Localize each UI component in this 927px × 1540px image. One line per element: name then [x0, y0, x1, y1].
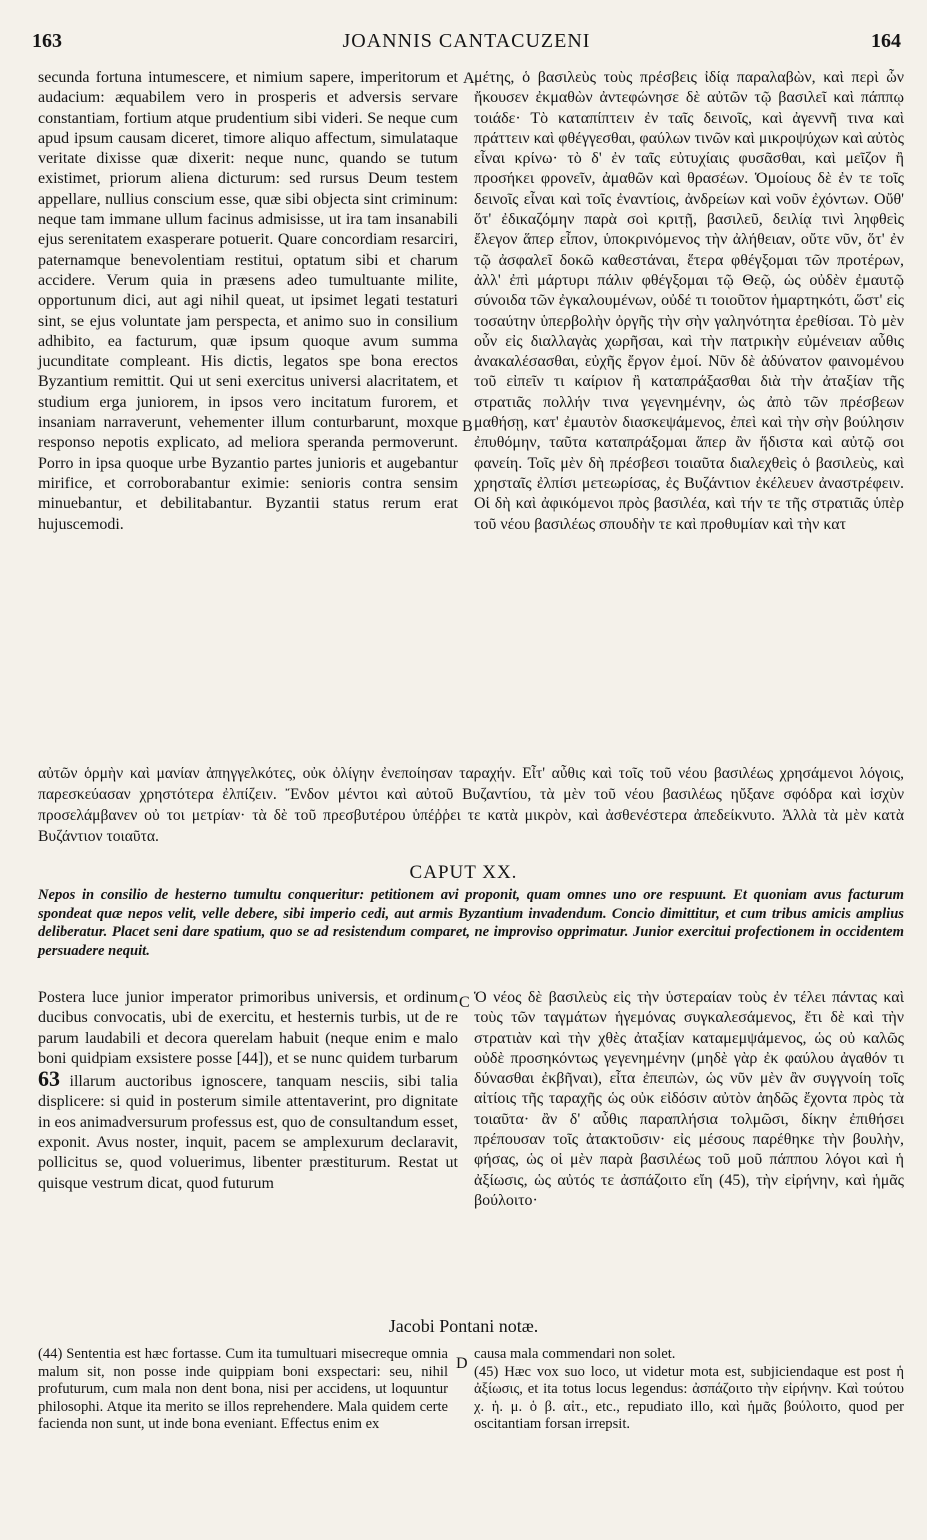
margin-letter-c: C	[459, 994, 470, 1011]
latin-text-top: secunda fortuna intumescere, et nimium sapere, imperitorum et audacium: æquabilem vero in prosperis et adversis servare constantiam, fortium atque prudentium sibi videri. Se neque cum apud ipsum causam diceret, timore aliquo affectum, simulataque veritate dixisse quæ dixerit: neque nunc, quando se tutum existimet, priorum aliena dicturum: sed rursus Deum testem appellare, nullius conscium esse, quæ sibi objecta sint criminum: neque tam immane ullum facinus admisisse, ut ira tam insanabili ejus serenitatem exasperare potuerit. Quare concordiam resarciri, paternamque benevolentiam restitui, optatum sibi et charum accidere. Verum quia in præsens adeo tumultuante milite, opportunum dici, aut agi nihil queat, ut ipsimet legati testaturi sint, se ejus voluntate jam perspecta, et animo suo in consilium adhibito, ea facturum, quæ ipsum quoque avum summa jucunditate compleant. His dictis, legatos spe bona erectos Byzantium remittit. Qui ut seni exercitus universi alacritatem, et studium erga juniorem, in ipsos vero incitatum furorem, et insaniam narraverunt, vehementer illum conturbarunt, moxque responso nepotis explicato, ad meliora speranda permoverunt. Porro in ipsa quoque urbe Byzantio partes junioris et augebantur mirifice, et corroborabantur eximie: senioris contra sensim minuebantur, et debilitabantur. Byzantii status rerum erat hujuscemodi.	[38, 69, 458, 533]
running-title: JOANNIS CANTACUZENI	[342, 30, 591, 52]
greek-text-bottom: Ὁ νέος δὲ βασιλεὺς εἰς τὴν ὑστεραίαν τοὺς ἐν τέλει πάντας καὶ τοὺς τῶν ταγμάτων ἡγεμόνας συγκαλεσάμενος, ἔτι δὲ καὶ τὴν στρατιὰν καὶ τὴν χθὲς ἀταξίαν καταμεμψάμενος, ὡς οὐ καλῶς οὐδὲ προσηκόντως γεγενημένην (μηδὲ γὰρ ἐκ φαύλου ἀγαθόν τι δύνασθαι ἐκβῆναι), εἶτα ἐπειπὼν, ὡς νῦν μὲν ἂν συγγνοίη τοῖς αἰτίοις τῆς ταραχῆς ὡς οὐκ εἰδόσιν αὐτὸν ἀηδῶς ἔχοντα πρὸς τὰ τοιαῦτα· ἂν δ' αὖθις παραπλήσια τολμῶσι, δίκην ἐπιθήσει πρέπουσαν τοῖς ἀτακτοῦσιν· εἰς μέσους παρέθηκε τὴν βουλὴν, φήσας, ὡς οἱ μὲν παρὰ βασιλέως τοῦ μοῦ πάππου λόγοι καὶ ἡ ἀξίωσις, ὡς αὐτός τε ἀσπάζοιτο εἴη (45), τὴν εἰρήνην, καὶ ἡμᾶς βούλοιτο·	[474, 989, 904, 1209]
latin-column-bottom	[38, 988, 458, 1194]
latin-column-top	[38, 68, 458, 535]
notes-heading: Jacobi Pontani notæ.	[388, 1316, 539, 1336]
marginal-number-63: 63	[38, 1066, 60, 1092]
latin-text-bottom-a: Postera luce junior imperator primoribus universis, et ordinum ducibus convocatis, ubi de exercitu, et hesternis turbis, ut de re parum laudabili et decora querelam habuit (neque enim e malo boni quidpiam exsistere posse [44]), et se nunc quidem turbarum	[38, 989, 458, 1067]
page-number-left: 163	[32, 30, 62, 52]
note-column-right	[474, 1346, 904, 1434]
greek-full-width-text	[38, 763, 904, 847]
greek-text-full: αὐτῶν ὁρμὴν καὶ μανίαν ἀπηγγελκότες, οὐκ ὀλίγην ἐνεποίησαν ταραχήν. Εἶτ' αὖθις καὶ τοῖς τοῦ νέου βασιλέως χρησάμενοι λόγοις, παρεσκεύασαν χρηστότερα ἐλπίζειν. Ἔνδον μέντοι καὶ αὐτοῦ Βυζαντίου, τὰ μὲν τοῦ νέου βασιλέως ηὔξανε σφόδρα καὶ ἰσχὺν προσελάμβανεν οὐ τοι μετρίαν· τὰ δὲ τοῦ πρεσβυτέρου ὑπέῤῥει τε κατὰ μικρὸν, καὶ ἀσθενέστερα ἀπεδείκνυτο. Ἀλλὰ τὰ μὲν κατὰ Βυζάντιον τοιαῦτα.	[38, 765, 904, 845]
latin-text-bottom	[38, 988, 458, 1194]
page-number-right: 164	[871, 30, 901, 52]
note-45: (45) Hæc vox suo loco, ut videtur mota est, subjiciendaque est post ἡ ἀξίωσις, et ita totus locus legendus: ἀσπάζοιτο τὴν εἰρήνην. Καὶ τούτου χ. ἡ. μ. ὁ β. αἰτ., etc., repudiato illo, καὶ ἡμᾶς βούλοιτο, quod per oscitantiam forsan irrepsit.	[474, 1363, 904, 1433]
greek-column-bottom	[474, 988, 904, 1211]
chapter-title: CAPUT XX.	[409, 862, 518, 883]
latin-text-bottom-b: illarum auctoribus ignoscere, tanquam nesciis, sibi talia displicere: si quid in posterum simile attentaverint, pro dignitate in eos animadversurum professus est, quo de consultandum esset, exponit. Avus noster, inquit, pacem se amplexurum declaravit, pollicitus se, quod voluerimus, libenter præstiturum. Restat ut quisque vestrum dicat, quod futurum	[38, 1073, 459, 1192]
note-44-continuation: causa mala commendari non solet.	[474, 1346, 676, 1362]
margin-letter-a: A	[463, 70, 475, 87]
greek-text-top: μέτης, ὁ βασιλεὺς τοὺς πρέσβεις ἰδίᾳ παραλαβὼν, καὶ περὶ ὧν ἤκουσεν ἐκμαθὼν ἀντεφώνησε δὲ αὐτῶν τῷ βασιλεῖ καὶ πάππῳ τοιάδε· Τὸ καταπίπτειν ἐν ταῖς δεινοῖς, καὶ ἀγεννῆ τινα καὶ πράττειν καὶ φθέγγεσθαι, φαύλων τινῶν καὶ μικροψύχων καὶ αὐτὸς εἶναι κρίνω· τὸ δ' ἐν ταῖς εὐτυχίαις φυσᾶσθαι, καὶ μεῖζον ἢ προσήκει φρονεῖν, ἀμαθῶν καὶ θρασέων. Ὁμοίους δὲ ἐν τε τοῖς δεινοῖς εἶναι καὶ τοῖς ἐναντίοις, ἀνδρείων καὶ νοῦν ἐχόντων. Οὔθ' ὅτ' ἐδικαζόμην παρὰ σοὶ κριτῇ, βασιλεῦ, δειλίᾳ τινὶ ληφθεὶς ἔλεγον ἅπερ εἶπον, ὑποκρινόμενος τὴν ἀλήθειαν, οὔτε νῦν, ὅτ' ἐν τῷ ἀσφαλεῖ δοκῶ καθεστάναι, ἕτερα φθέγξομαι τῶν προτέρων, ἀλλ' ἐπὶ μάρτυρι πάλιν φθέγξομαι τῷ Θεῷ, ὡς οὐδὲν ἐμαυτῷ σύνοιδα τῶν ἐγκαλουμένων, οὐδέ τι τοιοῦτον ἡμαρτηκότι, ὥστ' εἰς τοσαύτην ὑπερβολὴν ὀργῆς τὴν σὴν γαληνότητα ἐρεθίσαι. Τὸ μὲν οὖν εἰς διαλλαγὰς χωρῆσαι, καὶ τὴν πατρικὴν εὐμένειαν αὖθις ἀνακαλέσασθαι, εὐχῆς ἔργον ἐμοί. Νῦν δὲ ἀδύνατον φαινομένου τοῦ εἰπεῖν τι καίριον ἢ καταπράξασθαι διὰ τὴν ἀταξίαν τῆς στρατιᾶς πολλήν τινα γεγενημένην, ὡς ἀπὸ τῶν πρέσβεων μαθήσῃ, κατ' ἐμαυτὸν διασκεψάμενος, ἐπεὶ καὶ τὴν σὴν βούλησιν ἐπυθόμην, ταῦτα καταπράξομαι ἅπερ ἂν ἥδιστα καὶ αὐτῷ σοι φανείη. Τοῖς μὲν δὴ πρέσβεσι τοιαῦτα διαλεχθεὶς ὁ βασιλεὺς, καὶ χρησταῖς ἐλπίσι μετεωρίσας, ἐς Βυζάντιον ἐκέλευεν ἀναστρέφειν. Οἱ δὴ καὶ ἀφικόμενοι πρὸς βασιλέα, καὶ τήν τε τῆς στρατιᾶς ὑπὲρ τοῦ νέου βασιλέως σπουδὴν τε καὶ προθυμίαν καὶ τὴν κατ	[474, 69, 904, 533]
note-column-left	[38, 1346, 448, 1434]
margin-letter-b: B	[462, 418, 473, 435]
note-44: (44) Sententia est hæc fortasse. Cum ita tumultuari misecreque omnia malum sit, non posse inde quippiam boni exspectari: seu, nihil profuturum, cum mala non dent bona, nisi per accidens, ut loquuntur philosophi. Atque ita merito se illos reprehendere. Mala quidem certe facienda non sunt, ut inde bona eveniant. Effectus enim ex	[38, 1346, 448, 1433]
chapter-summary: Nepos in consilio de hesterno tumultu conqueritur: petitionem avi proponit, quam omnes uno ore respuunt. Et quoniam avus facturum spondeat quæ nepos velit, velle debere, sibi imperio cedi, aut armis Byzantium invadendum. Concio dimittitur, et cum tribus amicis amplius deliberatur. Placet seni dare spatium, quo se ad resistendum comparet, ne improviso opprimatur. Junior exercitui profectionem in occidentem persuadere nequit.	[38, 887, 904, 959]
running-header	[32, 30, 901, 58]
greek-column-top	[474, 68, 904, 535]
margin-letter-d: D	[456, 1355, 468, 1372]
